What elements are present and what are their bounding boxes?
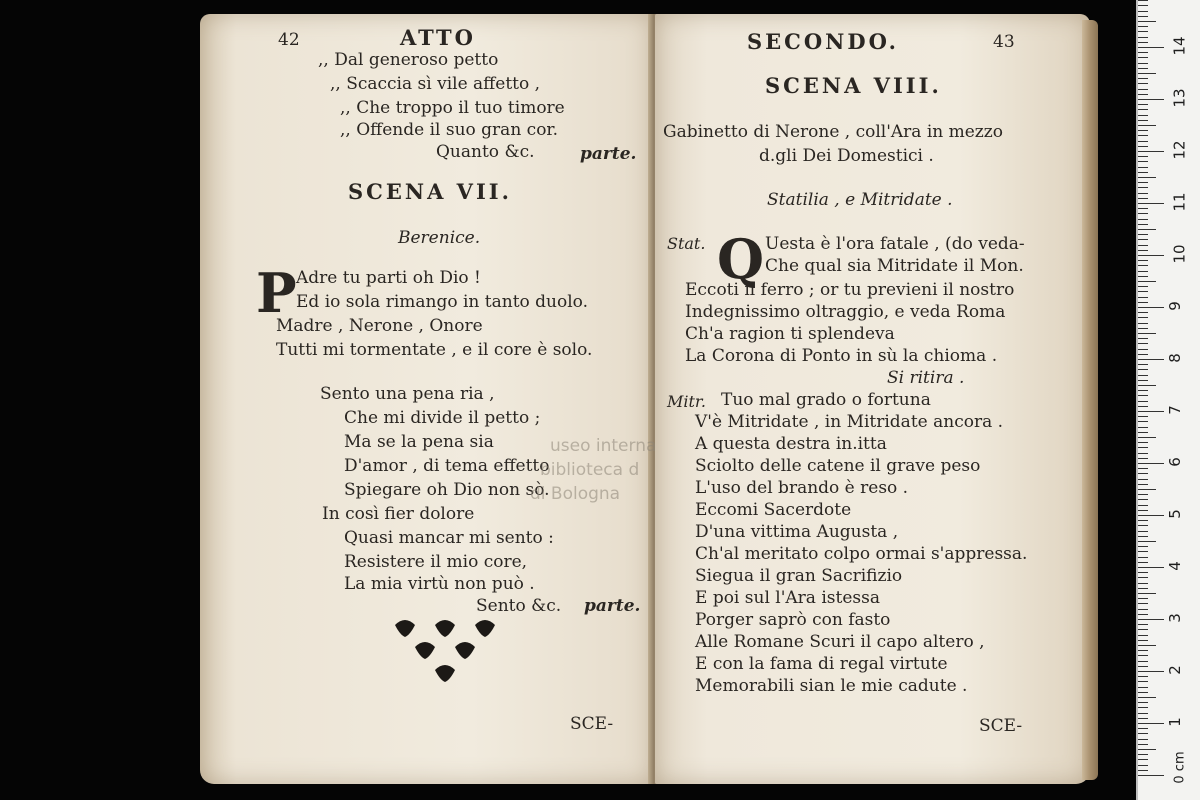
- ruler-number: 11: [1170, 192, 1189, 212]
- ruler-tick: [1138, 697, 1156, 698]
- ruler-tick: [1138, 167, 1148, 168]
- verse-line: Tuo mal grado o fortuna: [721, 390, 931, 410]
- ruler-tick: [1138, 723, 1164, 724]
- ruler-tick: [1138, 650, 1148, 651]
- ruler-unit-label: 0 cm: [1172, 751, 1188, 784]
- verse-line: Sciolto delle catene il grave peso: [695, 456, 981, 476]
- stage-direction: Si ritira .: [887, 368, 965, 388]
- ruler-tick: [1138, 541, 1156, 542]
- verse-line: V'è Mitridate , in Mitridate ancora .: [695, 412, 1004, 432]
- ruler-tick: [1138, 499, 1148, 500]
- ruler-tick: [1138, 239, 1148, 240]
- ruler-tick: [1138, 291, 1148, 292]
- verse-line: A questa destra in.itta: [695, 434, 887, 454]
- ruler-tick: [1138, 390, 1148, 391]
- ruler-tick: [1138, 661, 1148, 662]
- recit-line: Tutti mi tormentate , e il core è solo.: [276, 340, 593, 360]
- ruler-tick: [1138, 94, 1148, 95]
- ruler-tick: [1138, 213, 1148, 214]
- ruler-tick: [1138, 11, 1148, 12]
- verse-line: Ch'a ragion ti splendeva: [685, 324, 895, 344]
- ruler-tick: [1138, 333, 1156, 334]
- ruler-tick: [1138, 603, 1148, 604]
- ruler-tick: [1138, 297, 1148, 298]
- ruler-tick: [1138, 629, 1148, 630]
- page-number-right: 43: [993, 32, 1015, 52]
- ruler-tick: [1138, 109, 1148, 110]
- ruler-tick: [1138, 640, 1148, 641]
- running-head-right: SECONDO.: [747, 29, 899, 54]
- ruler-tick: [1138, 619, 1164, 620]
- ruler-tick: [1138, 635, 1148, 636]
- drop-cap: Q: [717, 227, 765, 291]
- ruler-tick: [1138, 411, 1164, 412]
- ruler-tick: [1138, 89, 1148, 90]
- ruler-tick: [1138, 271, 1148, 272]
- ruler-number: 2: [1165, 665, 1184, 675]
- ruler-number: 13: [1170, 88, 1189, 108]
- ruler-tick: [1138, 78, 1148, 79]
- ruler-number: 12: [1170, 140, 1189, 160]
- ruler-tick: [1138, 655, 1148, 656]
- recit-line: Adre tu parti oh Dio !: [296, 268, 481, 288]
- page-edges: [1082, 20, 1098, 780]
- ruler-tick: [1138, 323, 1148, 324]
- measuring-ruler: [1136, 0, 1200, 800]
- recit-line: Ed io sola rimango in tanto duolo.: [296, 292, 589, 312]
- ruler-tick: [1138, 364, 1148, 365]
- ruler-tick: [1138, 286, 1148, 287]
- ruler-tick: [1138, 494, 1148, 495]
- ruler-tick: [1138, 52, 1148, 53]
- exit-line: Quanto &c.: [436, 142, 535, 162]
- ruler-tick: [1138, 557, 1148, 558]
- ruler-tick: [1138, 141, 1148, 142]
- ruler-tick: [1138, 531, 1148, 532]
- ruler-tick: [1138, 130, 1148, 131]
- ruler-tick: [1138, 645, 1156, 646]
- verse-line: Indegnissimo oltraggio, e veda Roma: [685, 302, 1006, 322]
- watermark-line: biblioteca d: [540, 460, 640, 480]
- ruler-tick: [1138, 401, 1148, 402]
- ruler-tick: [1138, 83, 1148, 84]
- ruler-tick: [1138, 733, 1148, 734]
- ruler-tick: [1138, 510, 1148, 511]
- verse-line: ,, Offende il suo gran cor.: [340, 120, 559, 140]
- ruler-tick: [1138, 505, 1148, 506]
- ruler-tick: [1138, 666, 1148, 667]
- aria-line: D'amor , di tema effetto: [344, 456, 550, 476]
- ruler-tick: [1138, 395, 1148, 396]
- ruler-tick: [1138, 759, 1148, 760]
- running-head-left: ATTO: [400, 25, 476, 50]
- ruler-tick: [1138, 146, 1148, 147]
- ruler-number: 6: [1165, 457, 1184, 467]
- verse-line: Porger saprò con fasto: [695, 610, 891, 630]
- verse-line: ,, Scaccia sì vile affetto ,: [330, 74, 541, 94]
- ruler-tick: [1138, 427, 1148, 428]
- verse-line: La Corona di Ponto in sù la chioma .: [685, 346, 998, 366]
- ruler-tick: [1138, 453, 1148, 454]
- ruler-tick: [1138, 219, 1148, 220]
- ruler-tick: [1138, 369, 1148, 370]
- ruler-tick: [1138, 447, 1148, 448]
- ruler-tick: [1138, 416, 1148, 417]
- ruler-tick: [1138, 520, 1148, 521]
- ruler-tick: [1138, 359, 1164, 360]
- aria-line: Sento una pena ria ,: [320, 384, 495, 404]
- ruler-tick: [1138, 265, 1148, 266]
- ruler-tick: [1138, 42, 1148, 43]
- scene-title: SCENA VIII.: [765, 73, 942, 98]
- ruler-tick: [1138, 234, 1148, 235]
- ruler-tick: [1138, 525, 1148, 526]
- ruler-tick: [1138, 437, 1156, 438]
- catchword: SCE-: [979, 716, 1023, 736]
- verse-line: Uesta è l'ora fatale , (do veda-: [765, 234, 1025, 254]
- ruler-tick: [1138, 250, 1148, 251]
- ruler-tick: [1138, 406, 1148, 407]
- ruler-tick: [1138, 120, 1148, 121]
- ruler-tick: [1138, 16, 1148, 17]
- verse-line: E con la fama di regal virtute: [695, 654, 948, 674]
- ruler-tick: [1138, 765, 1148, 766]
- ruler-tick: [1138, 718, 1148, 719]
- aria-line: Ma se la pena sia: [344, 432, 494, 452]
- ruler-tick: [1138, 739, 1148, 740]
- ruler-tick: [1138, 624, 1148, 625]
- ruler-tick: [1138, 26, 1148, 27]
- ruler-tick: [1138, 135, 1148, 136]
- ruler-tick: [1138, 458, 1148, 459]
- ruler-number: 9: [1165, 301, 1184, 311]
- setting-line: d.gli Dei Domestici .: [759, 146, 934, 166]
- ruler-tick: [1138, 770, 1148, 771]
- ruler-number: 3: [1165, 613, 1184, 623]
- ruler-tick: [1138, 775, 1164, 776]
- ruler-tick: [1138, 203, 1164, 204]
- verse-line: L'uso del brando è reso .: [695, 478, 909, 498]
- ruler-tick: [1138, 182, 1148, 183]
- ruler-tick: [1138, 546, 1148, 547]
- ruler-tick: [1138, 224, 1148, 225]
- speaker-label: Stat.: [667, 234, 706, 253]
- speaker-label: Mitr.: [667, 392, 706, 411]
- ruler-tick: [1138, 536, 1148, 537]
- ruler-tick: [1138, 260, 1148, 261]
- ruler-tick: [1138, 343, 1148, 344]
- ruler-tick: [1138, 609, 1148, 610]
- ruler-tick: [1138, 583, 1148, 584]
- ruler-tick: [1138, 73, 1156, 74]
- scene-title: SCENA VII.: [348, 179, 512, 204]
- ruler-tick: [1138, 161, 1148, 162]
- ruler-tick: [1138, 713, 1148, 714]
- aria-line: Resistere il mio core,: [344, 552, 528, 572]
- ruler-tick: [1138, 5, 1148, 6]
- ruler-tick: [1138, 692, 1148, 693]
- ruler-tick: [1138, 588, 1148, 589]
- ruler-tick: [1138, 598, 1148, 599]
- ruler-tick: [1138, 562, 1148, 563]
- aria-line: Quasi mancar mi sento :: [344, 528, 554, 548]
- ruler-tick: [1138, 317, 1148, 318]
- verse-line: Eccomi Sacerdote: [695, 500, 852, 520]
- ruler-tick: [1138, 31, 1148, 32]
- setting-line: Gabinetto di Nerone , coll'Ara in mezzo: [663, 122, 1003, 142]
- aria-end-tag: parte.: [584, 596, 641, 616]
- aria-end: Sento &c.: [476, 596, 562, 616]
- ruler-tick: [1138, 104, 1148, 105]
- page-number-left: 42: [278, 30, 300, 50]
- ruler-tick: [1138, 754, 1148, 755]
- aria-line: Spiegare oh Dio non sò.: [344, 480, 550, 500]
- aria-line: La mia virtù non può .: [344, 574, 535, 594]
- exit-tag: parte.: [580, 144, 637, 164]
- ruler-tick: [1138, 177, 1156, 178]
- verse-line: Memorabili sian le mie cadute .: [695, 676, 968, 696]
- ruler-number: 4: [1165, 561, 1184, 571]
- ruler-tick: [1138, 671, 1164, 672]
- aria-line: Che mi divide il petto ;: [344, 408, 541, 428]
- ruler-tick: [1138, 47, 1164, 48]
- watermark-line: useo interna: [550, 436, 657, 456]
- ruler-tick: [1138, 473, 1148, 474]
- ruler-tick: [1138, 744, 1148, 745]
- ruler-tick: [1138, 229, 1156, 230]
- verse-line: ,, Che troppo il tuo timore: [340, 98, 565, 118]
- ruler-tick: [1138, 707, 1148, 708]
- ruler-tick: [1138, 385, 1156, 386]
- ruler-tick: [1138, 328, 1148, 329]
- ruler-tick: [1138, 468, 1148, 469]
- ruler-number: 14: [1170, 36, 1189, 56]
- ruler-tick: [1138, 614, 1148, 615]
- character-name: Berenice.: [398, 228, 481, 248]
- ruler-tick: [1138, 21, 1156, 22]
- ruler-tick: [1138, 572, 1148, 573]
- verse-line: ,, Dal generoso petto: [318, 50, 499, 70]
- ruler-tick: [1138, 193, 1148, 194]
- ruler-tick: [1138, 99, 1164, 100]
- ruler-tick: [1138, 484, 1148, 485]
- ruler-tick: [1138, 338, 1148, 339]
- verse-line: Che qual sia Mitridate il Mon.: [765, 256, 1024, 276]
- ruler-tick: [1138, 57, 1148, 58]
- ruler-tick: [1138, 63, 1148, 64]
- catchword: SCE-: [570, 714, 614, 734]
- ruler-tick: [1138, 681, 1148, 682]
- ruler-tick: [1138, 115, 1148, 116]
- ruler-tick: [1138, 125, 1156, 126]
- ruler-number: 5: [1165, 509, 1184, 519]
- verse-line: D'una vittima Augusta ,: [695, 522, 899, 542]
- ruler-tick: [1138, 432, 1148, 433]
- ruler-tick: [1138, 567, 1164, 568]
- ruler-tick: [1138, 349, 1148, 350]
- ruler-tick: [1138, 151, 1164, 152]
- ruler-tick: [1138, 172, 1148, 173]
- ruler-tick: [1138, 728, 1148, 729]
- ruler-tick: [1138, 245, 1148, 246]
- verse-line: Ch'al meritato colpo ormai s'appressa.: [695, 544, 1028, 564]
- ruler-tick: [1138, 749, 1156, 750]
- ruler-number: 7: [1165, 405, 1184, 415]
- ruler-tick: [1138, 255, 1164, 256]
- ruler-tick: [1138, 489, 1156, 490]
- verse-line: Siegua il gran Sacrifizio: [695, 566, 903, 586]
- watermark-line: di Bologna: [530, 484, 621, 504]
- ruler-tick: [1138, 276, 1148, 277]
- aria-line: In così fier dolore: [322, 504, 475, 524]
- ruler-number: 1: [1165, 717, 1184, 727]
- ruler-tick: [1138, 281, 1156, 282]
- ruler-tick: [1138, 156, 1148, 157]
- recit-line: Madre , Nerone , Onore: [276, 316, 483, 336]
- ruler-tick: [1138, 380, 1148, 381]
- ruler-tick: [1138, 208, 1148, 209]
- ruler-tick: [1138, 0, 1148, 1]
- ruler-tick: [1138, 187, 1148, 188]
- ruler-tick: [1138, 307, 1164, 308]
- ruler-tick: [1138, 354, 1148, 355]
- ruler-tick: [1138, 442, 1148, 443]
- ruler-tick: [1138, 687, 1148, 688]
- ruler-tick: [1138, 676, 1148, 677]
- ruler-tick: [1138, 375, 1148, 376]
- ruler-tick: [1138, 68, 1148, 69]
- right-page: [655, 14, 1090, 784]
- ruler-tick: [1138, 302, 1148, 303]
- ruler-number: 8: [1165, 353, 1184, 363]
- ruler-tick: [1138, 515, 1164, 516]
- ruler-tick: [1138, 702, 1148, 703]
- characters-line: Statilia , e Mitridate .: [767, 190, 953, 210]
- ruler-tick: [1138, 421, 1148, 422]
- printers-ornament: [385, 615, 515, 695]
- ruler-tick: [1138, 551, 1148, 552]
- ruler-tick: [1138, 593, 1156, 594]
- verse-line: E poi sul l'Ara istessa: [695, 588, 880, 608]
- ruler-tick: [1138, 577, 1148, 578]
- ruler-tick: [1138, 479, 1148, 480]
- ruler-tick: [1138, 198, 1148, 199]
- ruler-tick: [1138, 312, 1148, 313]
- ruler-tick: [1138, 463, 1164, 464]
- verse-line: Alle Romane Scuri il capo altero ,: [695, 632, 985, 652]
- drop-cap: P: [256, 261, 297, 325]
- ruler-number: 10: [1170, 244, 1189, 264]
- verse-line: Eccoti il ferro ; or tu previeni il nostro: [685, 280, 1015, 300]
- ruler-tick: [1138, 37, 1148, 38]
